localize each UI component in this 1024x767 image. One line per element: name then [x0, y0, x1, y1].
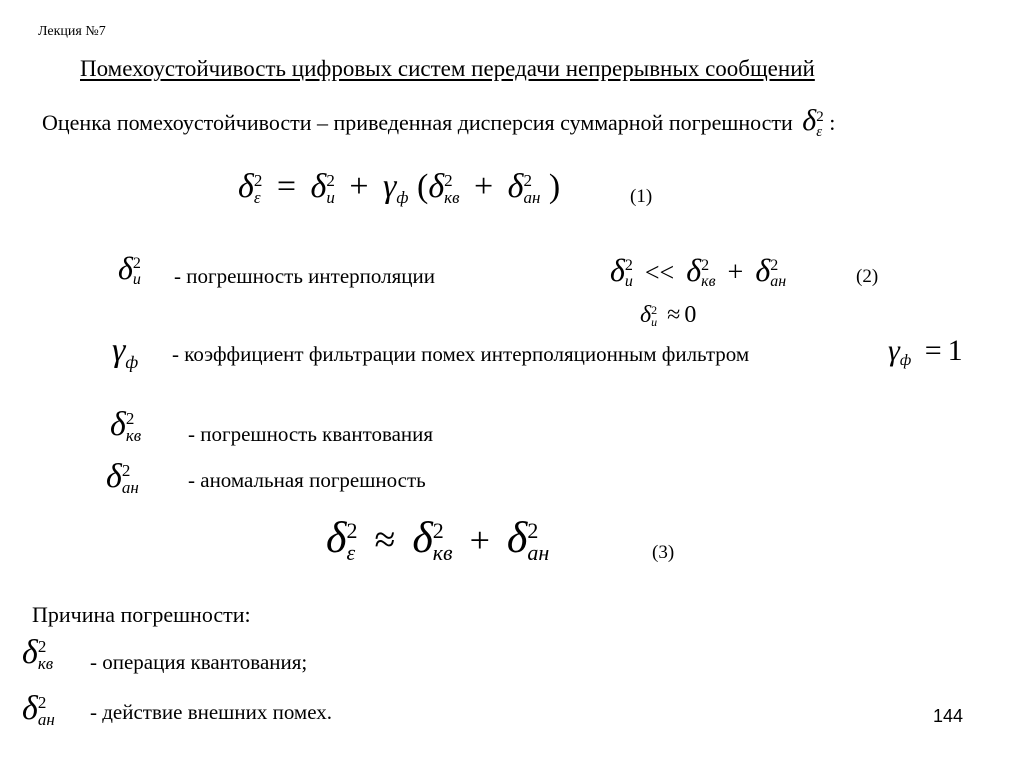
equation-1: δ 2 ε = δ 2 и + γ ф (δ 2 кв + δ 2 ан ) — [238, 168, 561, 208]
equation-number-3: (3) — [652, 542, 675, 563]
equation-gamma-f-equals-one: γ ф = 1 — [888, 334, 963, 370]
equation-number-1: (1) — [630, 186, 653, 207]
cause-symbol-delta-kv: δ 2 кв — [22, 634, 54, 674]
equation-3: δ 2 ε ≈ δ 2 кв + δ 2 ан — [326, 513, 550, 565]
page-number: 144 — [933, 706, 964, 726]
intro-colon: : — [829, 110, 836, 135]
intro-line — [42, 104, 835, 140]
symbol-gamma-f: γ ф — [112, 332, 139, 373]
definition-filter-coefficient: - коэффициент фильтрации помех интерполяционным фильтром — [172, 342, 750, 366]
cause-symbol-delta-an: δ 2 ан — [22, 690, 55, 730]
equation-2: δ 2 и << δ 2 кв + δ 2 ан — [610, 252, 787, 290]
cause-quantization: - операция квантования; — [90, 650, 308, 674]
equation-number-2: (2) — [856, 266, 879, 287]
symbol-delta-i: δ 2 и — [118, 250, 141, 288]
symbol-delta-an: δ 2 ан — [106, 458, 139, 498]
definition-interpolation: - погрешность интерполяции — [174, 264, 435, 288]
delta-eps-squared: δ 2 ε — [802, 104, 824, 140]
symbol-delta-kv: δ 2 кв — [110, 406, 142, 446]
intro-text: Оценка помехоустойчивости – приведенная дисперсия суммарной погрешности — [42, 110, 793, 135]
cause-external-noise: - действие внешних помех. — [90, 700, 333, 724]
lecture-label: Лекция №7 — [38, 24, 106, 39]
definition-quantization: - погрешность квантования — [188, 422, 434, 446]
slide-title: Помехоустойчивость цифровых систем передачи непрерывных сообщений — [80, 56, 815, 81]
equation-delta-i-approx-zero: δ 2 и ≈ 0 — [640, 302, 697, 330]
causes-heading: Причина погрешности: — [32, 602, 251, 627]
definition-anomalous: - аномальная погрешность — [188, 468, 426, 492]
